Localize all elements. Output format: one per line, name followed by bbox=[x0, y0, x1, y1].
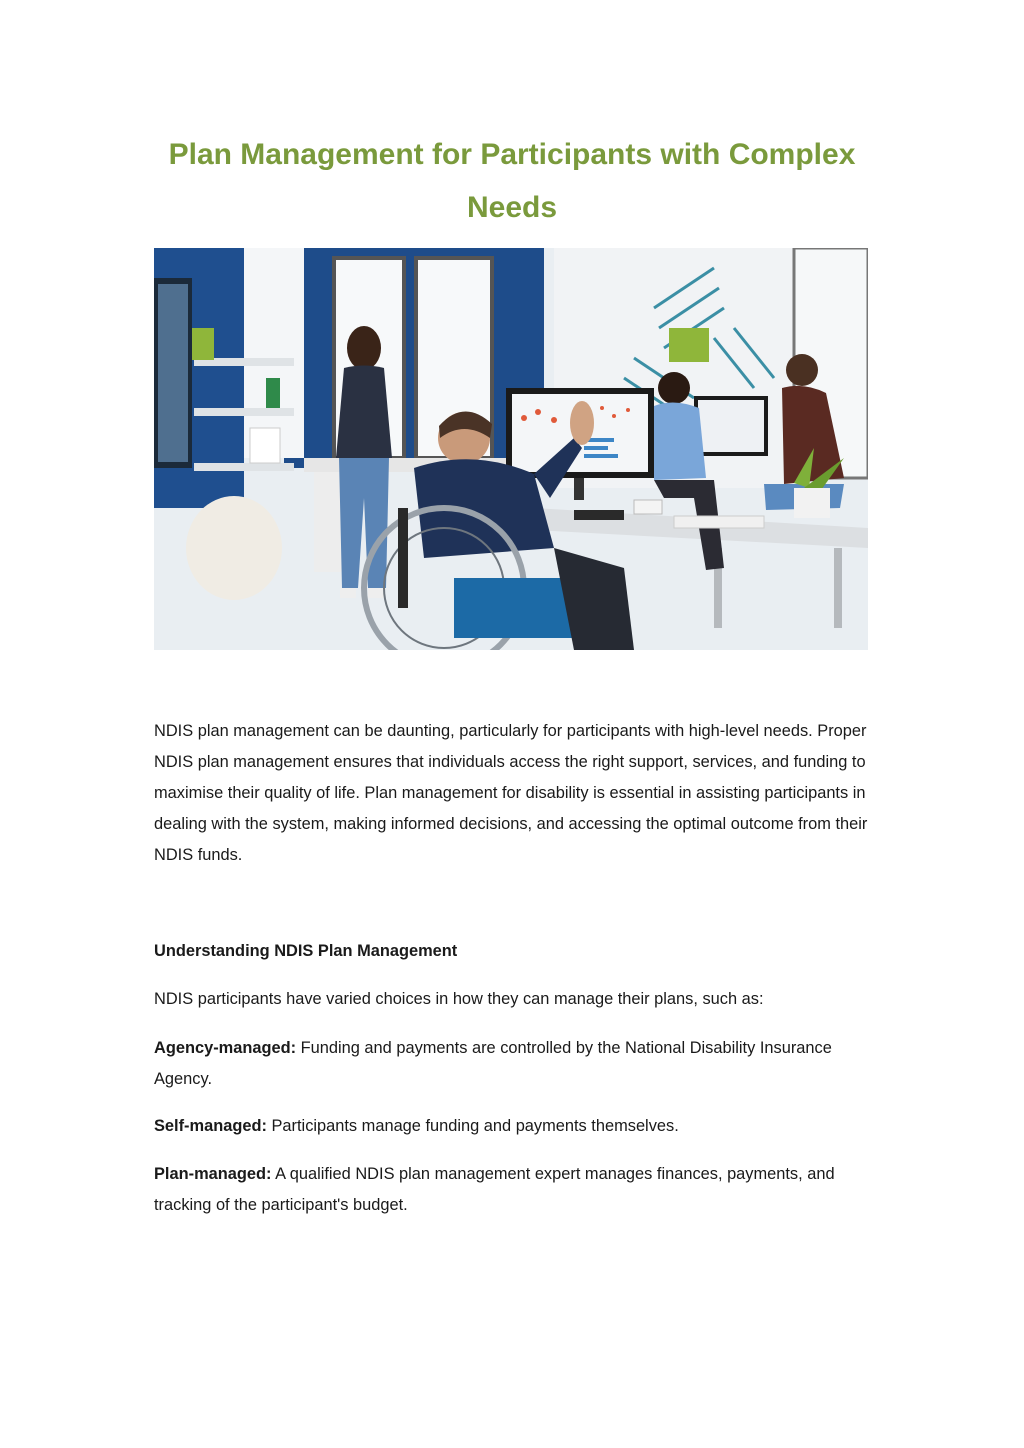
section-heading: Understanding NDIS Plan Management bbox=[154, 942, 458, 960]
option-term: Self-managed: bbox=[154, 1117, 267, 1135]
option-self-managed bbox=[154, 1111, 870, 1142]
option-text: Participants manage funding and payments themselves. bbox=[266, 1117, 679, 1135]
option-text: A qualified NDIS plan management expert manages finances, payments, and tracking of the participant's budget. bbox=[154, 1165, 835, 1214]
article-photo bbox=[154, 248, 868, 650]
intro-paragraph: NDIS plan management can be daunting, particularly for participants with high-level needs. Proper NDIS plan management ensures that individuals access the right support, services, and funding to maximise their quality of life. Plan management for disability is essential in assisting participants in dealing with the system, making informed decisions, and accessing the optimal outcome from their NDIS funds. bbox=[154, 722, 868, 864]
option-agency-managed bbox=[154, 1033, 870, 1095]
option-plan-managed bbox=[154, 1159, 870, 1221]
section-lead: NDIS participants have varied choices in how they can manage their plans, such as: bbox=[154, 990, 764, 1008]
option-term: Agency-managed: bbox=[154, 1039, 297, 1057]
option-text: Funding and payments are controlled by the National Disability Insurance Agency. bbox=[154, 1039, 832, 1088]
article-title: Plan Management for Participants with Complex Needs bbox=[168, 138, 856, 224]
option-term: Plan-managed: bbox=[154, 1165, 272, 1183]
